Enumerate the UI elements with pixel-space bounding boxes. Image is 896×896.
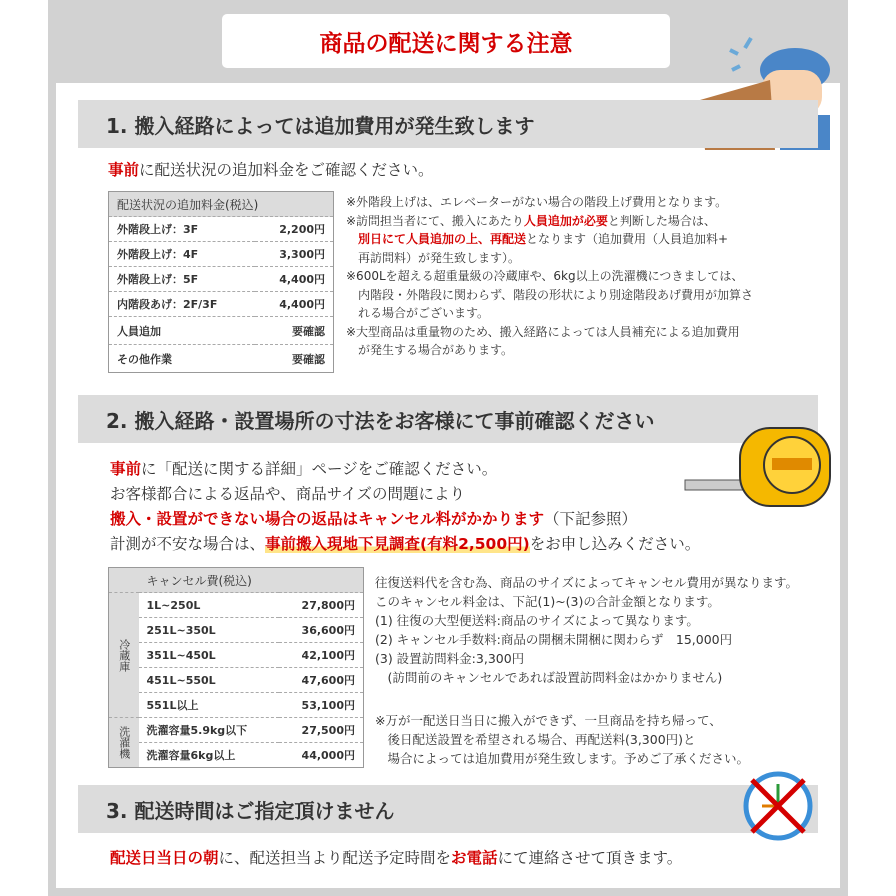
table-row [109, 242, 334, 267]
table-row [109, 618, 364, 643]
table-row [109, 217, 334, 242]
table-row [109, 718, 364, 743]
table-row [109, 643, 364, 668]
category-fridge: 冷蔵庫 [109, 593, 139, 718]
table-row [109, 668, 364, 693]
table-cell [109, 192, 334, 217]
table-cell: 351L~450L [139, 643, 280, 668]
table-header: 配送状況の追加料金(税込) [109, 192, 334, 217]
table-cell: 2,200円 [255, 217, 333, 242]
additional-fee-table [108, 191, 334, 373]
s2-line2: お客様都合による返品や、商品サイズの問題により [110, 485, 465, 503]
table-cell: 251L~350L [139, 618, 280, 643]
s2-notes-2: ※万が一配送日当日に搬入ができず、一旦商品を持ち帰って、 後日配送設置を希望される場合、再配送料(3,300円)と 場合によっては追加費用が発生致します。予めご了承ください。 [375, 713, 750, 766]
s2-line4: 計測が不安な場合は、事前搬入現地下見調査(有料2,500円)をお申し込みください。 [110, 535, 701, 553]
table-cell: その他作業 [117, 352, 172, 366]
table-cell: 要確認 [255, 317, 333, 345]
cancel-fee-table [108, 567, 364, 768]
table-row [109, 693, 364, 718]
category-washer: 洗濯機 [109, 718, 139, 768]
table-cell: 1L~250L [139, 593, 280, 618]
section-3-header: 3. 配送時間はご指定頂けません [78, 785, 818, 833]
s2-line1: 事前に「配送に関する詳細」ページをご確認ください。 [110, 460, 498, 478]
table-row [109, 292, 334, 317]
table-cell: 外階段上げ：3F [109, 217, 256, 242]
page-title: 商品の配送に関する注意 [222, 14, 670, 68]
table-cell: 53,100円 [279, 693, 363, 718]
table-cell: 外階段上げ：5F [109, 267, 256, 292]
tape-measure-icon [680, 420, 835, 510]
table-row [109, 267, 334, 292]
table-cell: 47,600円 [279, 668, 363, 693]
table-cell: 36,600円 [279, 618, 363, 643]
table-cell: 27,800円 [279, 593, 363, 618]
table-row [109, 345, 334, 373]
table-cell: 内階段あげ：2F/3F [109, 292, 256, 317]
table-cell: 551L以上 [139, 693, 280, 718]
s2-notes: 往復送料代を含む為、商品のサイズによってキャンセル費用が異なります。 このキャンセル料金は、下記(1)~(3)の合計金額となります。 (1) 往復の大型便送料:商品のサイズによって異なります。 (2) キャンセル手数料:商品の開梱未開梱に関わらず 15,000円 (3) 設置訪問料金:3,300円 (訪問前のキャンセルであれば設置訪問料金はかかりません) [375, 575, 799, 685]
section-2-header: 2. 搬入経路・設置場所の寸法をお客様にて事前確認ください [78, 395, 818, 443]
table-cell: 4,400円 [255, 267, 333, 292]
s3-text: 配送日当日の朝に、配送担当より配送予定時間をお電話にて連絡させて頂きます。 [110, 849, 683, 867]
section-1-header: 1. 搬入経路によっては追加費用が発生致します [78, 100, 818, 148]
table-cell: 44,000円 [301, 749, 355, 762]
table-cell: 要確認 [292, 352, 325, 366]
table-cell: 人員追加 [109, 317, 256, 345]
table-row [109, 317, 334, 345]
table-header: キャンセル費(税込) [139, 568, 364, 593]
table-cell [109, 568, 364, 593]
table-cell: 451L~550L [139, 668, 280, 693]
clock-crossed-icon [742, 770, 814, 842]
table-row [109, 743, 364, 768]
s1-notes: ※外階段上げは、エレベーターがない場合の階段上げ費用となります。 ※訪問担当者にて、搬入にあたり人員追加が必要と判断した場合は、 別日にて人員追加の上、再配送となります（追加費用（人員追加料+ 再訪問料）が発生致します）。 ※600Lを超える超重量級の冷蔵庫や、6kg以上の洗濯機につきましては、 内階段・外階段に関わらず、階段の形状により別途階段あげ費用が加算さ れる場合がございます。 ※大型商品は重量物のため、搬入経路によっては人員補充による追加費用 が発生する場合があります。 [346, 195, 754, 357]
table-cell: 洗濯容量6kg以上 [146, 749, 236, 762]
s2-line3: 搬入・設置ができない場合の返品はキャンセル料がかかります（下記参照） [110, 510, 638, 528]
table-row [109, 593, 364, 618]
table-cell: 3,300円 [255, 242, 333, 267]
s1-lead: 事前に配送状況の追加料金をご確認ください。 [108, 161, 434, 179]
table-cell: 外階段上げ：4F [109, 242, 256, 267]
table-cell: 洗濯容量5.9kg以下 [139, 718, 280, 743]
table-cell: 42,100円 [279, 643, 363, 668]
table-cell: 4,400円 [255, 292, 333, 317]
table-cell: 27,500円 [279, 718, 363, 743]
table-cell [109, 568, 139, 593]
